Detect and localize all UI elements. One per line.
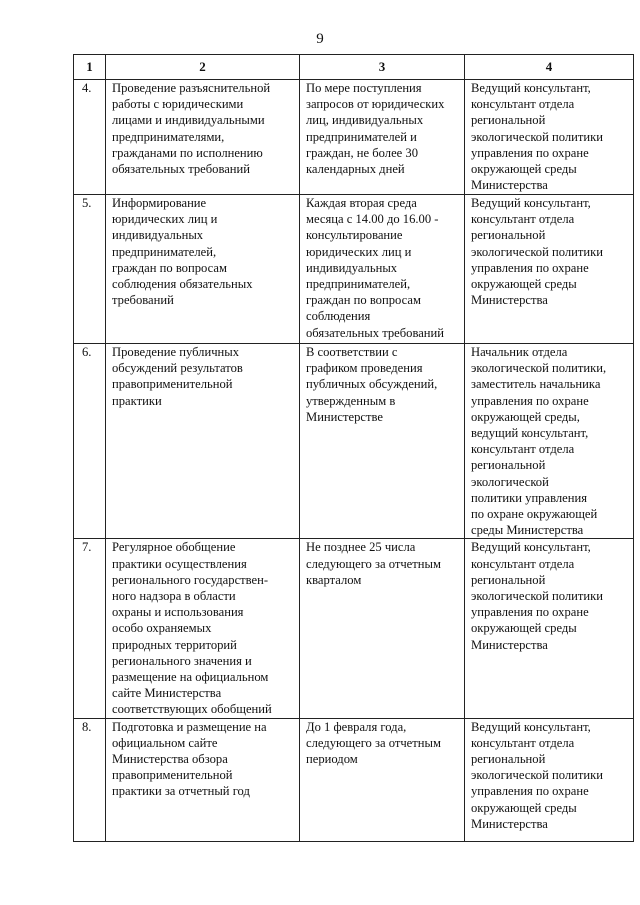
measures-table <box>73 54 634 842</box>
table-row <box>74 80 634 195</box>
measure-cell <box>106 195 300 344</box>
measure-cell <box>106 539 300 718</box>
responsible-cell <box>465 539 634 718</box>
header-col-2: 2 <box>106 55 300 80</box>
deadline-text: По мере поступления запросов от юридических лиц, индивидуальных предпринимателей и граждан, не более 30 календарных дней <box>306 81 445 177</box>
row-number-text: 8. <box>82 719 92 734</box>
responsible-text: Ведущий консультант, консультант отдела региональной экологической политики управления по охране окружающей среды Министерства <box>471 540 603 652</box>
responsible-cell <box>465 344 634 539</box>
deadline-cell <box>300 718 465 841</box>
deadline-text: Каждая вторая среда месяца с 14.00 до 16.00 - консультирование юридических лиц и индивидуальных предпринимателей, граждан по вопросам соблюдения обязательных требований <box>306 196 445 340</box>
responsible-cell <box>465 80 634 195</box>
measure-text: Проведение разъяснительной работы с юридическими лицами и индивидуальными предпринимателями, гражданами по исполнению обязательных требований <box>112 81 271 177</box>
deadline-text: Не позднее 25 числа следующего за отчетным кварталом <box>306 540 441 587</box>
table-header-row <box>74 55 634 80</box>
responsible-text: Ведущий консультант, консультант отдела региональной экологической политики управления по охране окружающей среды Министерства <box>471 719 603 831</box>
responsible-cell <box>465 195 634 344</box>
row-number <box>74 344 106 539</box>
deadline-text: В соответствии с графиком проведения публичных обсуждений, утвержденным в Министерстве <box>306 345 438 424</box>
row-number-text: 5. <box>82 196 92 210</box>
deadline-cell <box>300 80 465 195</box>
deadline-cell <box>300 195 465 344</box>
header-col-3: 3 <box>300 55 465 80</box>
row-number <box>74 195 106 344</box>
deadline-cell <box>300 539 465 718</box>
measure-text: Регулярное обобщение практики осуществления регионального государствен- ного надзора в области охраны и использования особо охраняемых природных территорий регионального значения и размещение на официальном сайте Министерства соответствующих обобщений <box>112 540 272 717</box>
row-number <box>74 80 106 195</box>
measure-text: Информирование юридических лиц и индивидуальных предпринимателей, граждан по вопросам соблюдения обязательных требований <box>112 196 253 308</box>
header-col-4: 4 <box>465 55 634 80</box>
table-row <box>74 344 634 539</box>
measure-text: Проведение публичных обсуждений результатов правоприменительной практики <box>112 345 243 408</box>
table-row <box>74 539 634 718</box>
row-number-text: 6. <box>82 345 92 359</box>
table-row <box>74 718 634 841</box>
responsible-text: Ведущий консультант, консультант отдела региональной экологической политики управления по охране окружающей среды Министерства <box>471 81 603 193</box>
deadline-text: До 1 февраля года, следующего за отчетным периодом <box>306 719 441 767</box>
deadline-cell <box>300 344 465 539</box>
row-number-text: 4. <box>82 81 92 95</box>
row-number <box>74 539 106 718</box>
row-number <box>74 718 106 841</box>
responsible-text: Ведущий консультант, консультант отдела региональной экологической политики управления по охране окружающей среды Министерства <box>471 196 603 308</box>
responsible-text: Начальник отдела экологической политики, заместитель начальника управления по охране окружающей среды, ведущий консультант, консультант отдела региональной экологической политики управления по охране окружающей среды Министерства <box>471 345 607 538</box>
responsible-cell <box>465 718 634 841</box>
table-row <box>74 195 634 344</box>
measure-text: Подготовка и размещение на официальном сайте Министерства обзора правоприменительной практики за отчетный год <box>112 719 267 799</box>
measure-cell <box>106 718 300 841</box>
page-number: 9 <box>316 31 324 47</box>
row-number-text: 7. <box>82 540 92 555</box>
measure-cell <box>106 80 300 195</box>
header-col-1: 1 <box>74 55 106 80</box>
measure-cell <box>106 344 300 539</box>
